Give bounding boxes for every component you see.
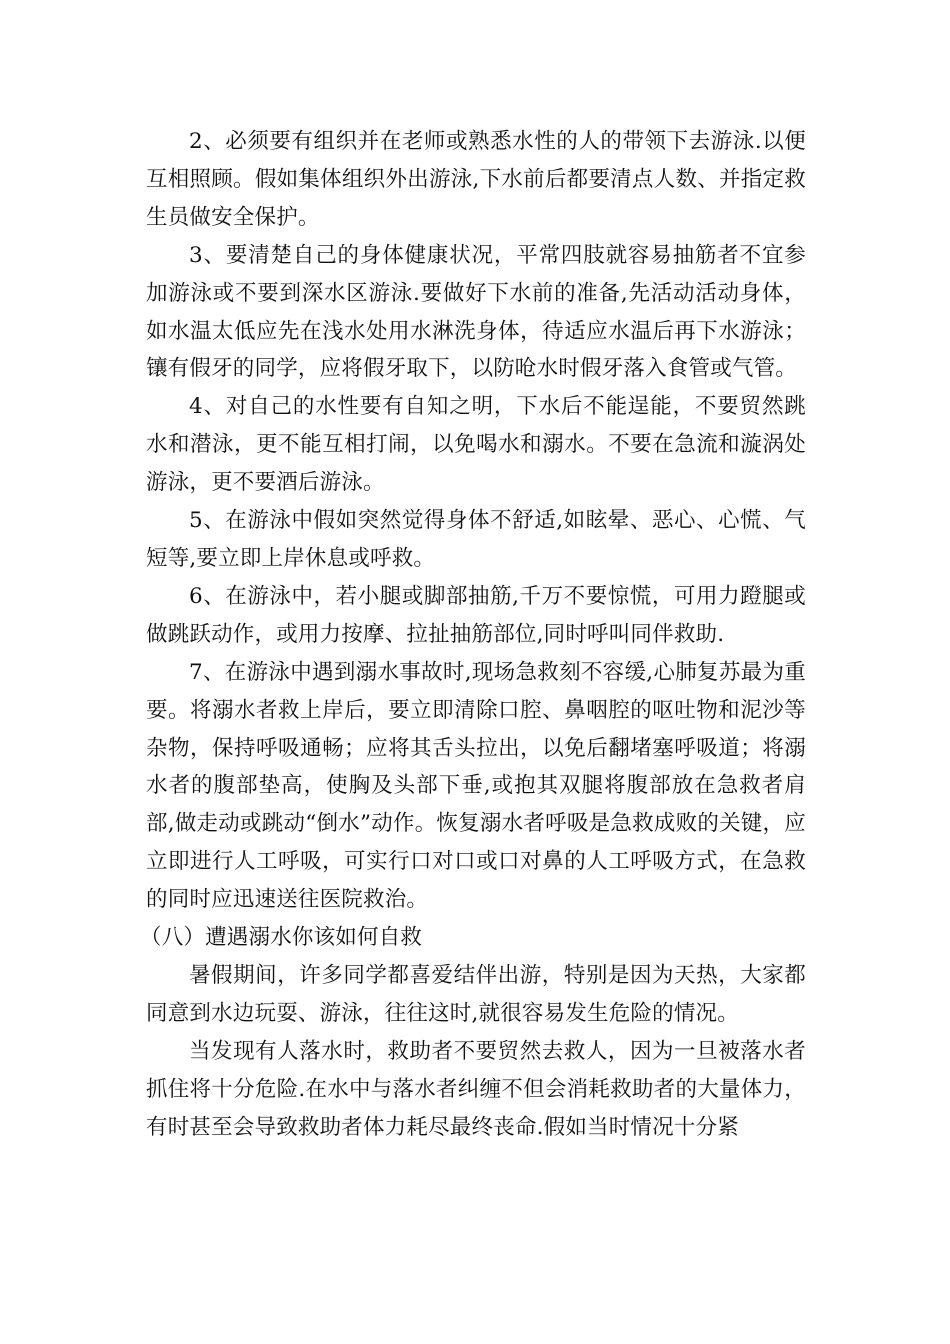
section-paragraph-1: 暑假期间，许多同学都喜爱结伴出游，特别是因为天热，大家都同意到水边玩耍、游泳，往往这时,就很容易发生危险的情况。 xyxy=(146,962,806,1026)
paragraph-rule-6: 6、在游泳中，若小腿或脚部抽筋,千万不要惊慌，可用力蹬腿或做跳跃动作，或用力按摩、拉扯抽筋部位,同时呼叫同伴救助. xyxy=(146,583,806,647)
section-heading: （八）遭遇溺水你该如何自救 xyxy=(140,925,423,951)
paragraph-rule-4: 4、对自己的水性要有自知之明，下水后不能逞能，不要贸然跳水和潜泳，更不能互相打闹，以免喝水和溺水。不要在急流和漩涡处游泳，更不要酒后游泳。 xyxy=(146,394,806,496)
paragraph-rule-7: 7、在游泳中遇到溺水事故时,现场急救刻不容缓,心肺复苏最为重要。将溺水者救上岸后，要立即清除口腔、鼻咽腔的呕吐物和泥沙等杂物，保持呼吸通畅；应将其舌头拉出，以免后翻堵塞呼吸道；将溺水者的腹部垫高，使胸及头部下垂,或抱其双腿将腹部放在急救者肩部,做走动或跳动“倒水”动作。恢复溺水者呼吸是急救成败的关键，应立即进行人工呼吸，可实行口对口或口对鼻的人工呼吸方式，在急救的同时应迅速送往医院救治。 xyxy=(146,659,806,913)
paragraph-rule-5: 5、在游泳中假如突然觉得身体不舒适,如眩晕、恶心、心慌、气短等,要立即上岸休息或呼救。 xyxy=(146,508,806,571)
section-paragraph-2: 当发现有人落水时，救助者不要贸然去救人，因为一旦被落水者抓住将十分危险.在水中与落水者纠缠不但会消耗救助者的大量体力，有时甚至会导致救助者体力耗尽最终丧命.假如当时情况十分紧 xyxy=(146,1038,806,1140)
document-body xyxy=(140,123,806,1146)
paragraph-rule-2: 2、必须要有组织并在老师或熟悉水性的人的带领下去游泳.以便互相照顾。假如集体组织外出游泳,下水前后都要清点人数、并指定救生员做安全保护。 xyxy=(146,129,806,230)
paragraph-rule-3: 3、要清楚自己的身体健康状况，平常四肢就容易抽筋者不宜参加游泳或不要到深水区游泳.要做好下水前的准备,先活动活动身体，如水温太低应先在浅水处用水淋洗身体，待适应水温后再下水游泳；镶有假牙的同学，应将假牙取下，以防呛水时假牙落入食管或气管。 xyxy=(146,242,806,382)
